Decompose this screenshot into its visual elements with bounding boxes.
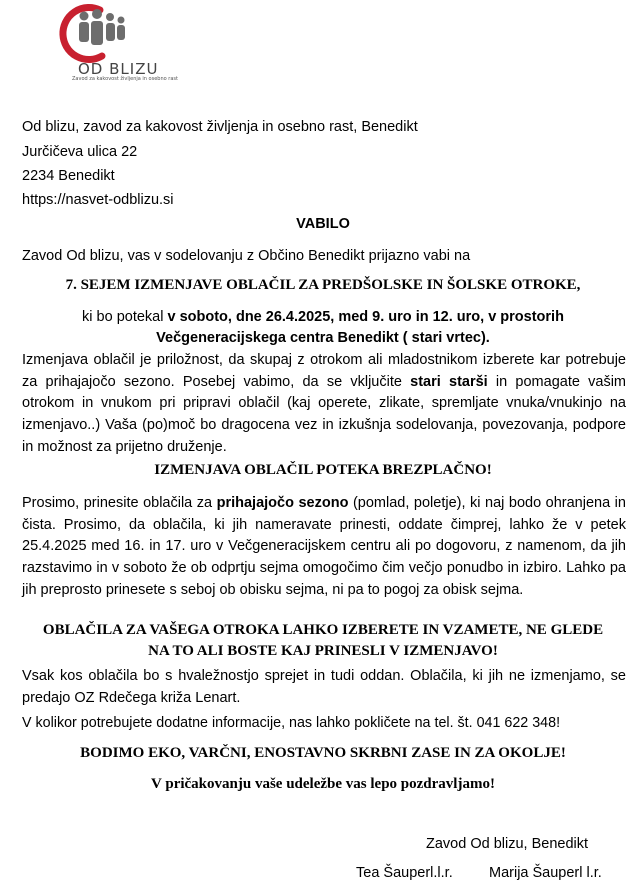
signature-person-1: Tea Šauperl.l.r. [356,865,453,881]
sender-website-link[interactable]: https://nasvet-odblizu.si [22,192,174,208]
logo-tagline: Zavod za kakovost življenja in osebno rast [72,76,178,82]
choose-notice [22,620,624,662]
event-details [22,307,624,349]
sender-address: Jurčičeva ulica 22 [22,144,138,160]
para2-highlight: prihajajočo sezono [216,495,349,511]
sender-line-1: Od blizu, zavod za kakovost življenja in osebno rast, Benedikt [22,119,418,135]
para1-text-a: Izmenjava oblačil je priložnost, da skupaj z otrokom ali mladostnikom izberete kar potrebuje za prihajajočo sezono. Posebej vabimo, da se vključite [22,352,626,390]
contact-info: V kolikor potrebujete dodatne informacije, nas lahko pokličete na tel. št. 041 622 348! [22,715,561,731]
choose-notice-line-1: OBLAČILA ZA VAŠEGA OTROKA LAHKO IZBERETE IN VZAMETE, NE GLEDE [42,622,604,638]
event-title: 7. SEJEM IZMENJAVE OBLAČIL ZA PREDŠOLSKE IN ŠOLSKE OTROKE, [65,277,581,293]
para2-text-b: (pomlad, poletje), ki naj bodo ohranjena in čista. Prosimo, da oblačila, ki jih nameravate prinesti, oddate čimprej, lahko že v petek 25.4.2025 med 16. in 17. uro v Večgeneracijskem centru ali po dogovoru, z namenom, da jih razstavimo in v soboto že ob odprtju sejma omogočimo čim večjo ponudbo in izbiro. Lahko pa jih preprosto prinesete s seboj ob obisku sejma, ni pa to pogoj za obisk sejma. [22,495,626,598]
sender-postcode: 2234 Benedikt [22,168,115,184]
para2-text-a: Prosimo, prinesite oblačila za [22,495,217,511]
choose-notice-line-2: NA TO ALI BOSTE KAJ PRINESLI V IZMENJAVO! [148,643,498,659]
eco-notice: BODIMO EKO, VARČNI, ENOSTAVNO SKRBNI ZASE IN ZA OKOLJE! [80,745,566,761]
closing-greeting: V pričakovanju vaše udeležbe vas lepo pozdravljamo! [151,776,495,792]
signature-organization: Zavod Od blizu, Benedikt [426,836,589,852]
paragraph-grandparents [22,350,626,459]
intro-text: Zavod Od blizu, vas v sodelovanju z Občino Benedikt prijazno vabi na [22,248,471,264]
logo-name: OD BLIZU [78,60,159,78]
paragraph-bring-clothes [22,493,626,602]
signature-person-2: Marija Šauperl l.r. [489,865,602,881]
event-date-time: v soboto, dne 26.4.2025, med 9. uro in 12. uro, v prostorih [167,309,564,325]
paragraph-red-cross: Vsak kos oblačila bo s hvaležnostjo sprejet in tudi oddan. Oblačila, ki jih ne izmenjamo, se predajo OZ Rdečega križa Lenart. [22,668,626,706]
free-notice: IZMENJAVA OBLAČIL POTEKA BREZPLAČNO! [154,462,492,478]
event-location: Večgeneracijskega centra Benedikt ( stari vrtec). [156,330,490,346]
event-details-prefix: ki bo potekal [82,309,168,325]
para1-text-b: in pomagate vašim otrokom in vnukom pri pripravi oblačil (kaj operete, zlikate, spremljate vnuka/vnukinjo na izmenjavo..) Vaša (po)moč bo dragocena vez in izkušnja sodelovanja, povezovanja, podpore in možnost za prijetno druženje. [22,373,626,455]
document-title: VABILO [296,216,350,232]
para1-highlight: stari starši [410,373,488,390]
logo [22,0,178,90]
